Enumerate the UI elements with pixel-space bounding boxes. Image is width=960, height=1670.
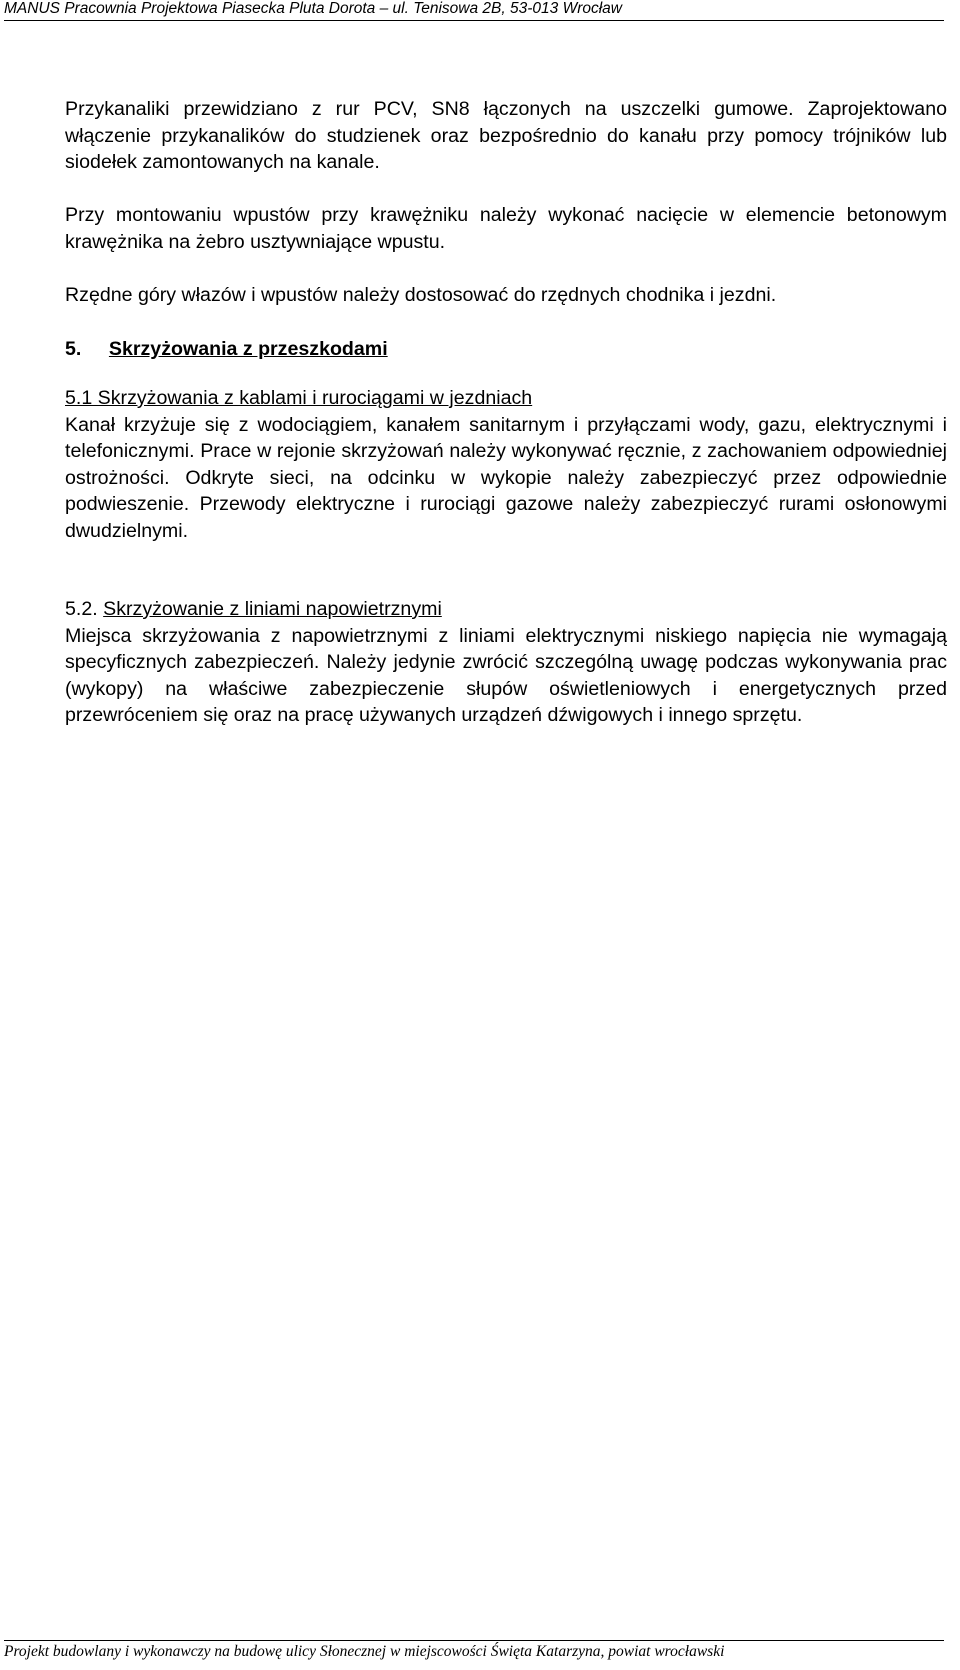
- subsection-5-1-heading: 5.1 Skrzyżowania z kablami i rurociągami w jezdniach: [65, 387, 533, 409]
- page-footer: [4, 1640, 944, 1665]
- subsection-5-2-title: Skrzyżowanie z liniami napowietrznymi: [103, 598, 442, 620]
- page-header: [4, 0, 944, 21]
- section-5-heading: [65, 336, 388, 362]
- page-footer-text: Projekt budowlany i wykonawczy na budowę ulicy Słonecznej w miejscowości Święta Katarzyna, powiat wrocławski: [4, 1643, 725, 1660]
- subsection-5-2: [65, 596, 947, 729]
- paragraph-rzedne: Rzędne góry włazów i wpustów należy dostosować do rzędnych chodnika i jezdni.: [65, 284, 777, 306]
- section-5-number: 5.: [65, 338, 82, 360]
- section-5-title: Skrzyżowania z przeszkodami: [108, 338, 388, 360]
- subsection-5-2-number: 5.2.: [65, 598, 98, 620]
- paragraph-przykanaliki: Przykanaliki przewidziano z rur PCV, SN8 łączonych na uszczelki gumowe. Zaprojektowano włączenie przykanalików do studzienek oraz bezpośrednio do kanału przy pomocy trójników lub siodełek zamontowanych na kanale.: [65, 98, 947, 174]
- subsection-5-2-text: Miejsca skrzyżowania z napowietrznymi z liniami elektrycznymi niskiego napięcia nie wymagają specyficznych zabezpieczeń. Należy jedynie zwrócić szczególną uwagę podczas wykonywania prac (wykopy) na właściwe zabezpieczenie słupów oświetleniowych i energetycznych przed przewróceniem się oraz na pracę używanych urządzeń dźwigowych i innego sprzętu.: [65, 624, 947, 727]
- subsection-5-1: [65, 385, 947, 545]
- paragraph-wpusty: Przy montowaniu wpustów przy krawężniku należy wykonać nacięcie w elemencie betonowym krawężnika na żebro usztywniające wpustu.: [65, 204, 947, 253]
- subsection-5-1-text: Kanał krzyżuje się z wodociągiem, kanałem sanitarnym i przyłączami wody, gazu, elektrycznymi i telefonicznymi. Prace w rejonie skrzyżowań należy wykonywać ręcznie, z zachowaniem odpowiedniej ostrożności. Odkryte sieci, na odcinku w wykopie należy zabezpieczyć przez odpowiednie podwieszenie. Przewody elektryczne i rurociągi gazowe należy zabezpieczyć rurami osłonowymi dwudzielnymi.: [65, 413, 947, 542]
- subsection-5-2-heading: [65, 596, 947, 623]
- page-header-text: MANUS Pracownia Projektowa Piasecka Pluta Dorota – ul. Tenisowa 2B, 53-013 Wrocław: [4, 0, 622, 17]
